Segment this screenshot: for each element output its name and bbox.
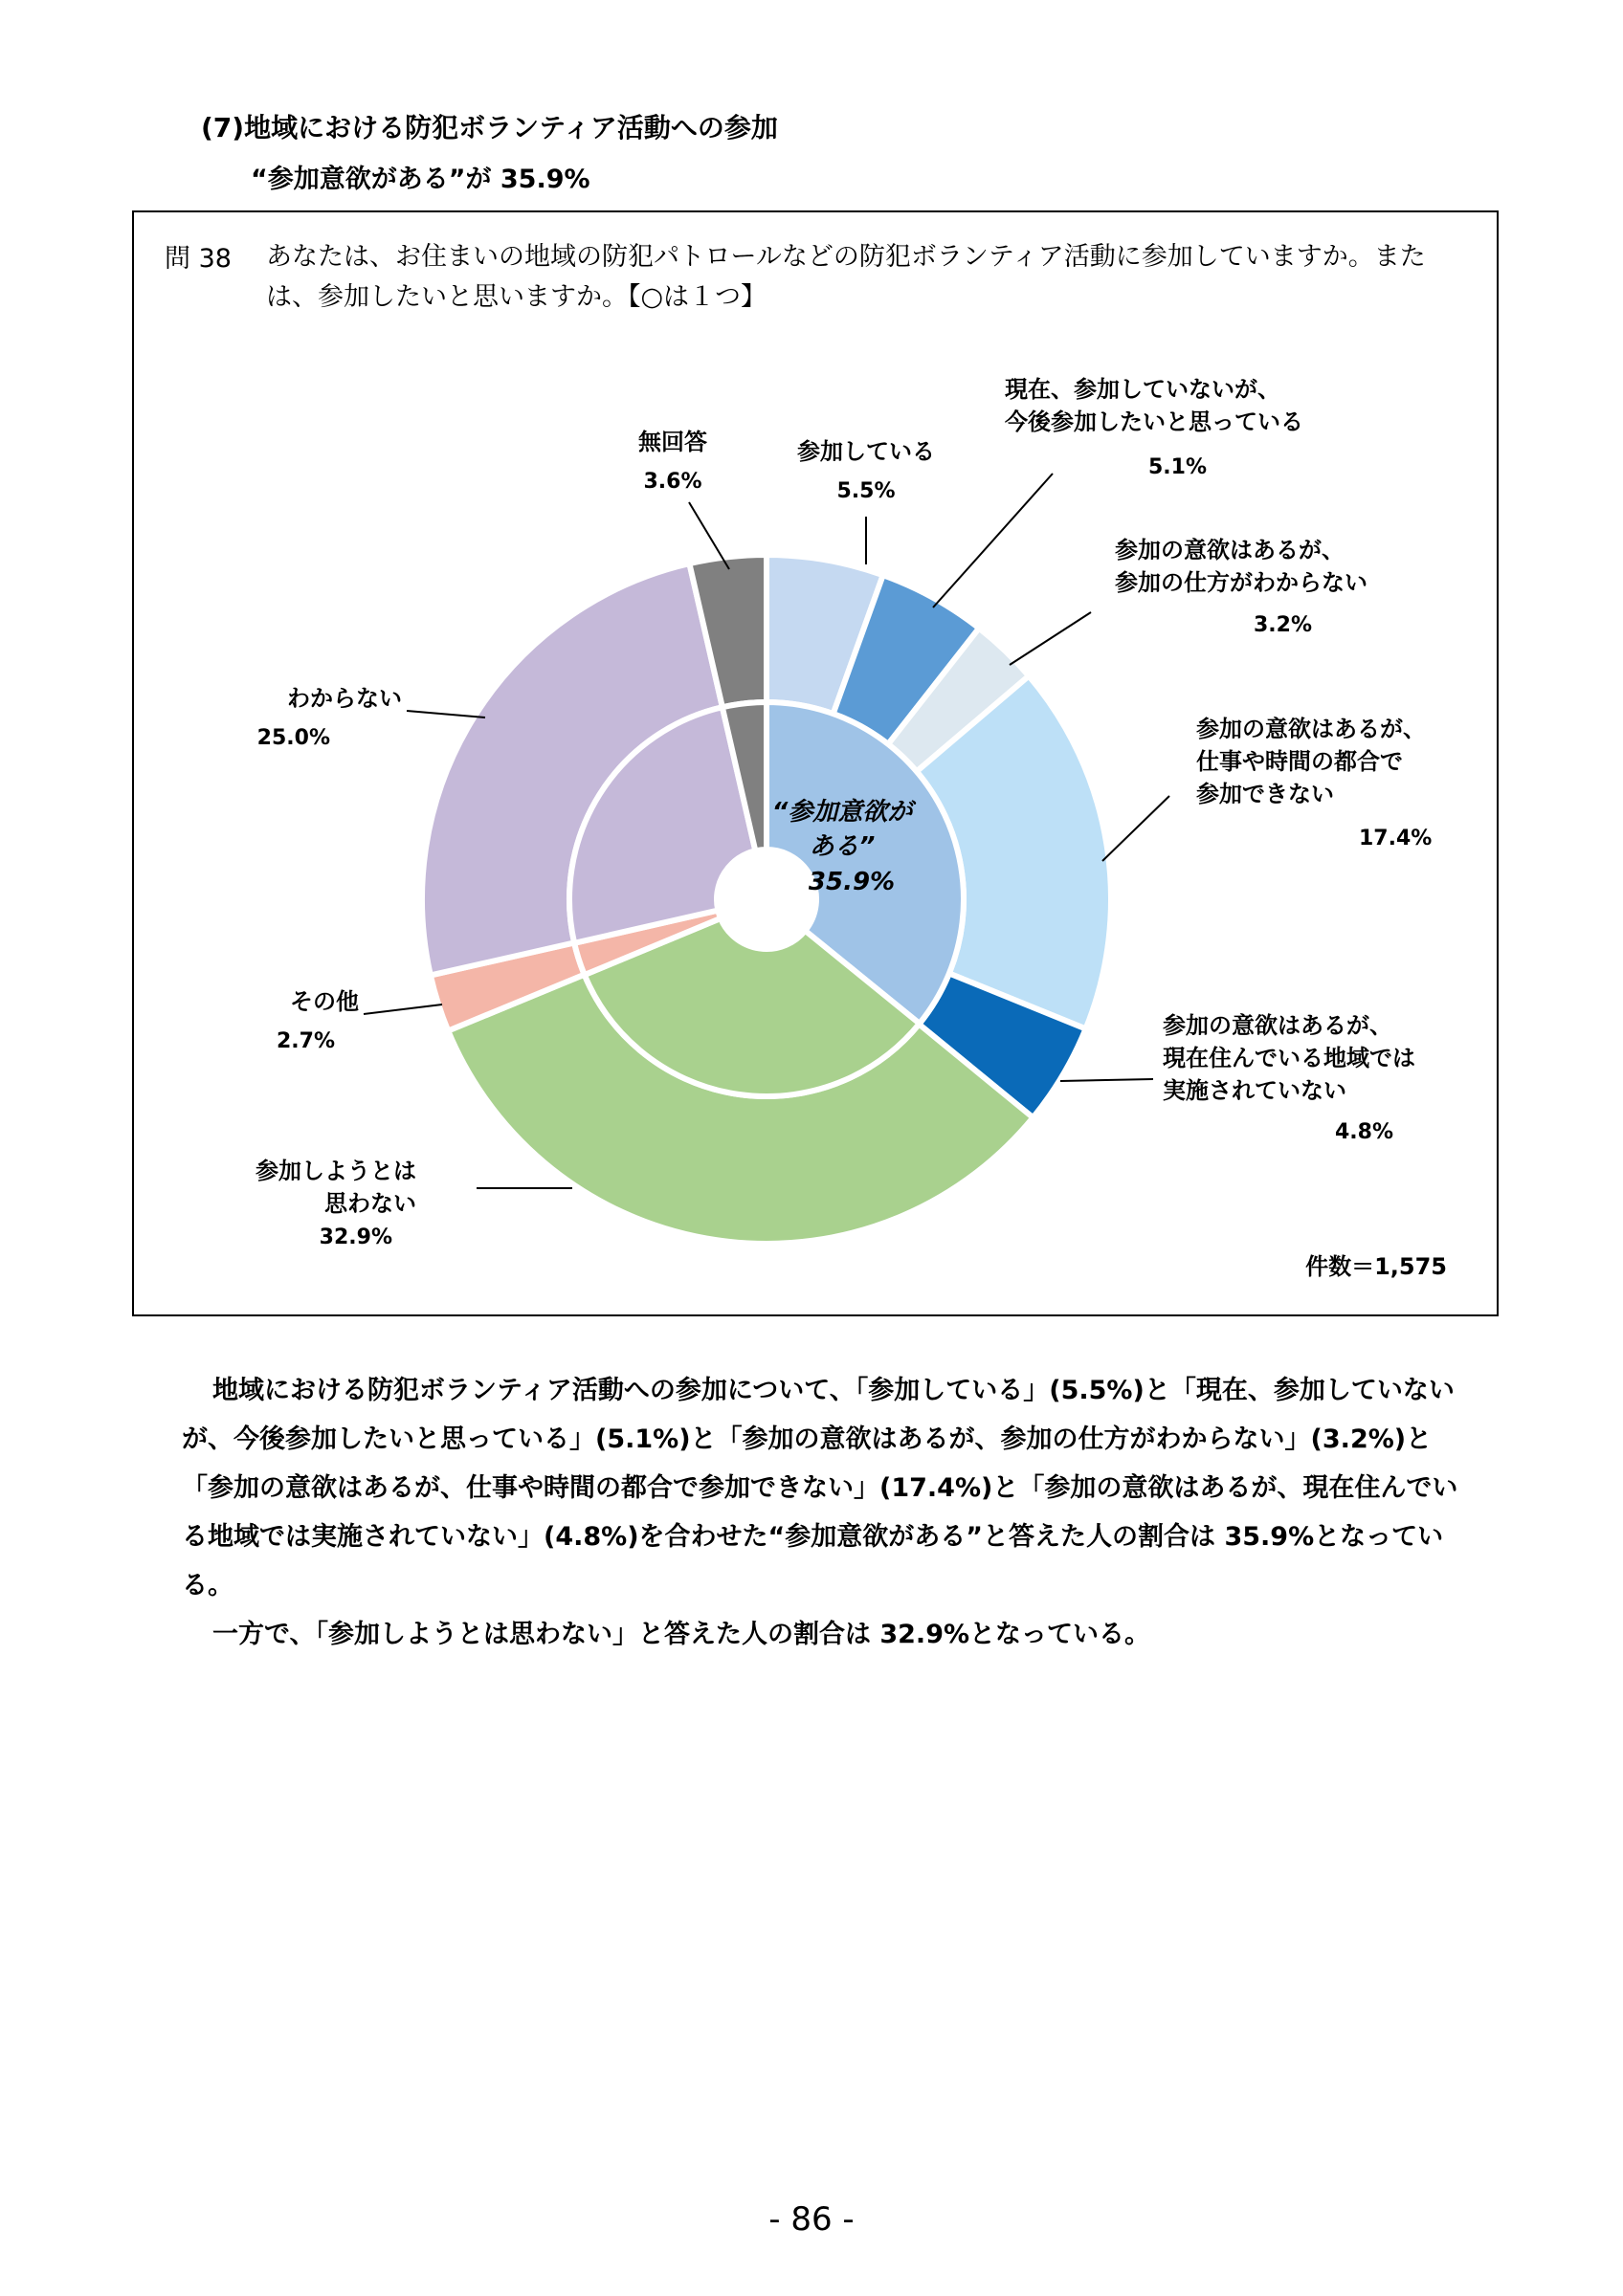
outer-label-3-line-1: 仕事や時間の都合で — [1196, 748, 1403, 775]
inner-label-line-1: ある” — [809, 832, 876, 861]
summary-text — [182, 1366, 1483, 1659]
leader-line-4 — [1060, 1079, 1153, 1081]
outer-value-label-3: 17.4% — [1359, 827, 1433, 850]
leader-line-1 — [933, 474, 1053, 607]
outer-value-label-2: 3.2% — [1254, 613, 1313, 637]
outer-value-label-6: 2.7% — [276, 1029, 335, 1053]
outer-label-3-line-0: 参加の意欲はあるが、 — [1196, 716, 1426, 742]
summary-paragraph-2: 一方で、「参加しようとは思わない」と答えた人の割合は 32.9%となっている。 — [212, 1620, 1151, 1649]
outer-value-label-8: 3.6% — [643, 470, 702, 494]
outer-label-4-line-0: 参加の意欲はあるが、 — [1163, 1012, 1392, 1039]
outer-label-2-line-0: 参加の意欲はあるが、 — [1115, 537, 1345, 563]
outer-value-label-7: 25.0% — [256, 726, 330, 750]
outer-label-3-line-2: 参加できない — [1196, 781, 1334, 807]
outer-label-4-line-2: 実施されていない — [1163, 1077, 1346, 1104]
summary-paragraph-1: 地域における防犯ボランティア活動への参加について、「参加している」(5.5%)と「現在、参加していないが、今後参加したいと思っている」(5.1%)と「参加の意欲はあるが、参加の仕方がわからない」(3.2%)と「参加の意欲はあるが、仕事や時間の都合で参加できない」(17.4%)と「参加の意欲はあるが、現在住んでいる地域では実施されていない」(4.8%)を合わせた“参加意欲がある”と答えた人の割合は 35.9%となっている。 — [182, 1376, 1458, 1601]
outer-label-7-line-0: わからない — [287, 685, 402, 712]
outer-value-label-4: 4.8% — [1335, 1120, 1394, 1144]
outer-label-4-line-1: 現在住んでいる地域では — [1163, 1045, 1415, 1071]
outer-label-8-line-0: 無回答 — [638, 429, 707, 455]
inner-value-label: 35.9% — [808, 868, 896, 896]
outer-label-5-line-0: 参加しようとは — [256, 1158, 416, 1184]
leader-line-6 — [364, 1004, 442, 1014]
sample-size-label: 件数＝1,575 — [1305, 1253, 1447, 1280]
outer-label-6-line-0: その他 — [290, 988, 359, 1015]
outer-value-label-5: 32.9% — [319, 1225, 392, 1249]
section-heading: (7)地域における防犯ボランティア活動への参加 — [201, 112, 778, 144]
outer-label-0-line-0: 参加している — [797, 438, 935, 465]
leader-line-2 — [1010, 612, 1091, 665]
outer-label-2-line-1: 参加の仕方がわからない — [1115, 569, 1367, 596]
question-number: 問 38 — [165, 244, 232, 274]
outer-label-1-line-0: 現在、参加していないが、 — [1005, 376, 1280, 403]
section-subheading: “参加意欲がある”が 35.9% — [251, 165, 590, 194]
outer-label-1-line-1: 今後参加したいと思っている — [1005, 408, 1303, 435]
inner-label-line-0: “参加意欲が — [771, 798, 913, 827]
outer-value-label-0: 5.5% — [836, 479, 896, 503]
page-number: - 86 - — [768, 2200, 855, 2239]
outer-label-5-line-1: 思わない — [324, 1190, 416, 1217]
outer-value-label-1: 5.1% — [1148, 455, 1208, 479]
leader-line-3 — [1102, 796, 1169, 861]
question-text: あなたは、お住まいの地域の防犯パトロールなどの防犯ボランティア活動に参加していますか。または、参加したいと思いますか。【○は１つ】 — [266, 242, 1426, 312]
